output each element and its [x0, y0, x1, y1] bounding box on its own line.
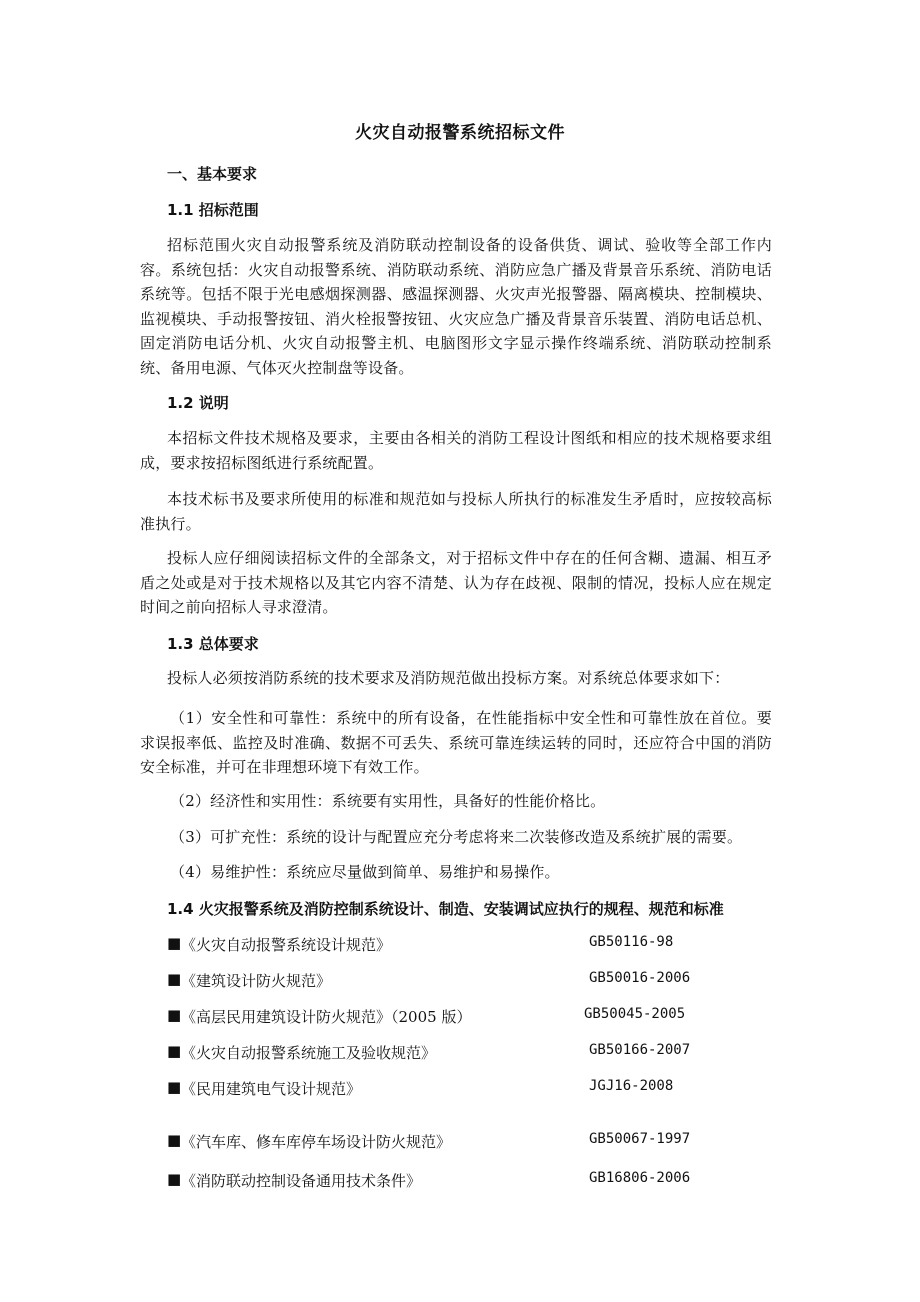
standard-row	[167, 1170, 727, 1194]
standard-name: 《建筑设计防火规范》	[181, 972, 332, 990]
standard-code: GB50116-98	[589, 934, 674, 950]
standard-name: 《火灾自动报警系统设计规范》	[181, 936, 392, 954]
bullet-icon: ■	[167, 1131, 182, 1149]
standard-code: JGJ16-2008	[589, 1078, 674, 1094]
requirement-item-4: （4）易维护性：系统应尽量做到简单、易维护和易操作。	[170, 863, 560, 881]
document-title: 火灾自动报警系统招标文件	[355, 123, 565, 143]
bullet-icon: ■	[167, 1078, 182, 1096]
standard-code: GB50166-2007	[589, 1042, 691, 1058]
standard-row	[167, 1131, 727, 1155]
paragraph-explanation-3: 投标人应仔细阅读招标文件的全部条文，对于招标文件中存在的任何含糊、遗漏、相互矛盾之处或是对于技术规格以及其它内容不清楚、认为存在歧视、限制的情况，投标人应在规定时间之前向招标人寻求澄清。	[140, 549, 772, 616]
bullet-icon: ■	[167, 934, 182, 952]
requirement-item-2: （2）经济性和实用性：系统要有实用性，具备好的性能价格比。	[170, 792, 606, 810]
requirement-item-3: （3）可扩充性：系统的设计与配置应充分考虑将来二次装修改造及系统扩展的需要。	[170, 828, 743, 846]
standard-row	[167, 934, 727, 958]
paragraph-explanation-1: 本招标文件技术规格及要求，主要由各相关的消防工程设计图纸和相应的技术规格要求组成，要求按招标图纸进行系统配置。	[140, 429, 772, 472]
section-heading-1-3: 1.3 总体要求	[167, 635, 259, 653]
standard-name: 《汽车库、修车库停车场设计防火规范》	[181, 1133, 452, 1151]
requirement-item-1: （1）安全性和可靠性：系统中的所有设备，在性能指标中安全性和可靠性放在首位。要求误报率低、监控及时准确、数据不可丢失、系统可靠连续运转的同时，还应符合中国的消防安全标准，并可在非理想环境下有效工作。	[140, 709, 772, 776]
section-heading-1-4: 1.4 火灾报警系统及消防控制系统设计、制造、安装调试应执行的规程、规范和标准	[167, 900, 724, 918]
standard-name: 《民用建筑电气设计规范》	[181, 1080, 362, 1098]
bullet-icon: ■	[167, 1042, 182, 1060]
standard-row	[167, 970, 727, 994]
standard-row	[167, 1078, 727, 1102]
paragraph-bid-scope: 招标范围火灾自动报警系统及消防联动控制设备的设备供货、调试、验收等全部工作内容。系统包括：火灾自动报警系统、消防联动系统、消防应急广播及背景音乐系统、消防电话系统等。包括不限于光电感烟探测器、感温探测器、火灾声光报警器、隔离模块、控制模块、监视模块、手动报警按钮、消火栓报警按钮、火灾应急广播及背景音乐装置、消防电话总机、固定消防电话分机、火灾自动报警主机、电脑图形文字显示操作终端系统、消防联动控制系统、备用电源、气体灭火控制盘等设备。	[140, 236, 772, 377]
bullet-icon: ■	[167, 970, 182, 988]
section-heading-basic-requirements: 一、基本要求	[167, 165, 258, 183]
section-heading-1-1: 1.1 招标范围	[167, 201, 259, 219]
standard-row	[167, 1006, 727, 1030]
standard-name: 《火灾自动报警系统施工及验收规范》	[181, 1044, 437, 1062]
section-heading-1-2: 1.2 说明	[167, 394, 229, 412]
standard-code: GB50067-1997	[589, 1131, 691, 1147]
standard-code: GB16806-2006	[589, 1170, 691, 1186]
standard-code: GB50016-2006	[589, 970, 691, 986]
standard-name: 《高层民用建筑设计防火规范》（2005 版）	[181, 1008, 472, 1026]
paragraph-overall-intro: 投标人必须按消防系统的技术要求及消防规范做出投标方案。对系统总体要求如下：	[167, 669, 730, 687]
standard-code: GB50045-2005	[584, 1006, 686, 1022]
paragraph-explanation-2: 本技术标书及要求所使用的标准和规范如与投标人所执行的标准发生矛盾时，应按较高标准执行。	[140, 490, 772, 533]
bullet-icon: ■	[167, 1170, 182, 1188]
standard-row	[167, 1042, 727, 1066]
standard-name: 《消防联动控制设备通用技术条件》	[181, 1172, 422, 1190]
bullet-icon: ■	[167, 1006, 182, 1024]
